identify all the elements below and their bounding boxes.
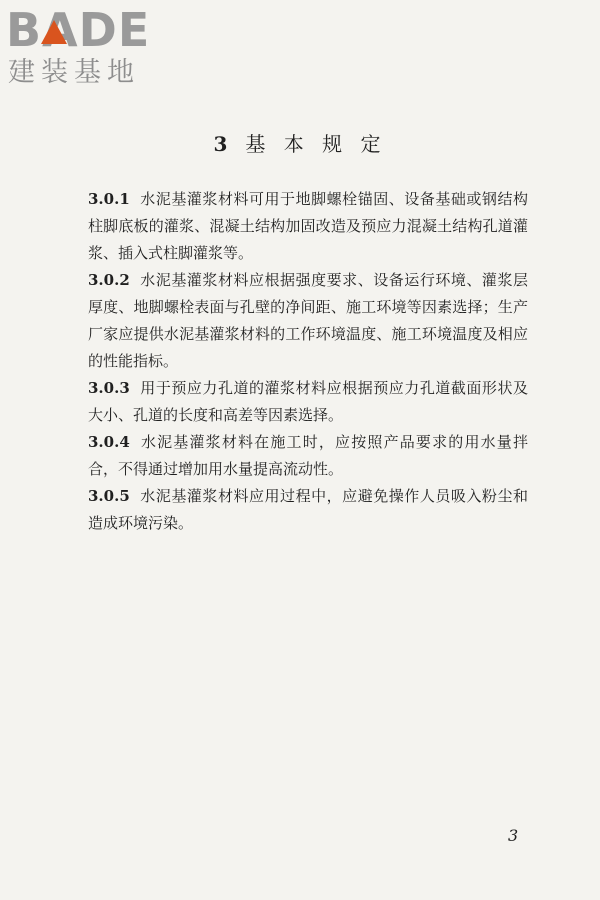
chapter-title: 基 本 规 定 bbox=[245, 132, 387, 156]
clause-number: 3.0.2 bbox=[88, 271, 130, 289]
clause-3-0-2 bbox=[88, 267, 528, 375]
clause-text: 水泥基灌浆材料应根据强度要求、设备运行环境、灌浆层厚度、地脚螺栓表面与孔壁的净间距、施工环境等因素选择；生产厂家应提供水泥基灌浆材料的工作环境温度、施工环境温度及相应的性能指标。 bbox=[88, 271, 528, 370]
bade-logo bbox=[6, 4, 176, 94]
chapter-heading bbox=[0, 128, 600, 157]
clause-number: 3.0.4 bbox=[88, 433, 130, 451]
logo-wordmark: BADE bbox=[6, 3, 151, 57]
clause-number: 3.0.1 bbox=[88, 190, 130, 208]
chapter-number: 3 bbox=[213, 132, 234, 156]
clause-number: 3.0.5 bbox=[88, 487, 130, 505]
clause-text: 水泥基灌浆材料可用于地脚螺栓锚固、设备基础或钢结构柱脚底板的灌浆、混凝土结构加固改造及预应力混凝土结构孔道灌浆、插入式柱脚灌浆等。 bbox=[88, 190, 528, 262]
clause-text: 水泥基灌浆材料在施工时，应按照产品要求的用水量拌合，不得通过增加用水量提高流动性。 bbox=[88, 433, 528, 478]
clause-3-0-4 bbox=[88, 429, 528, 483]
logo-triangle-icon bbox=[41, 20, 67, 44]
clause-text: 水泥基灌浆材料应用过程中，应避免操作人员吸入粉尘和造成环境污染。 bbox=[88, 487, 528, 532]
clause-number: 3.0.3 bbox=[88, 379, 130, 397]
logo-subtitle: 建装基地 bbox=[8, 57, 140, 88]
clause-3-0-1 bbox=[88, 186, 528, 267]
clause-3-0-5 bbox=[88, 483, 528, 537]
clause-text: 用于预应力孔道的灌浆材料应根据预应力孔道截面形状及大小、孔道的长度和高差等因素选择。 bbox=[88, 379, 528, 424]
clause-3-0-3 bbox=[88, 375, 528, 429]
page-number: 3 bbox=[508, 826, 519, 845]
clause-list bbox=[88, 186, 528, 537]
